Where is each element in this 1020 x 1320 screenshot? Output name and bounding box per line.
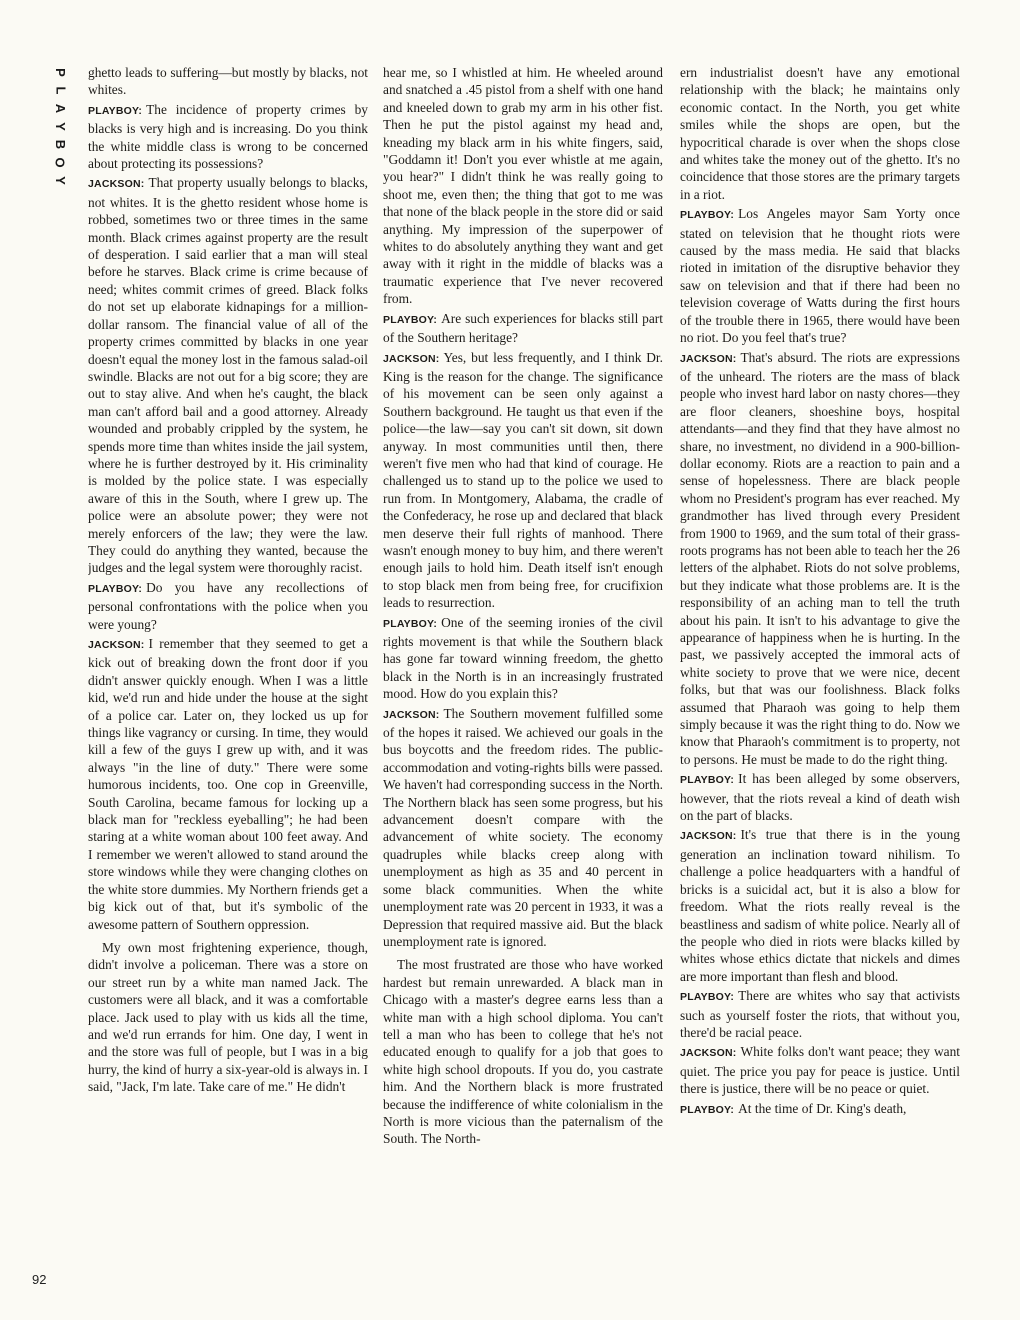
sidebar-letter: Y [52, 122, 68, 132]
paragraph-text: At the time of Dr. King's death, [738, 1100, 907, 1116]
interview-paragraph [680, 205, 960, 346]
speaker-label: PLAYBOY: [88, 582, 143, 595]
paragraph-text: Los Angeles mayor Sam Yorty once stated on television that he thought riots were caused by the mass media. He said that blacks rioted in imitation of the disruptive behavior they saw on television and that if there had been no television coverage of Watts during the first hours of the trouble there in 1965, there would have been no riot. Do you feel that's true? [680, 206, 960, 346]
page-number: 92 [32, 1272, 47, 1287]
speaker-label: JACKSON: [680, 830, 737, 843]
text-column-3 [680, 64, 960, 1314]
sidebar-letter: O [53, 157, 68, 169]
interview-paragraph [680, 770, 960, 824]
paragraph-text: The most frustrated are those who have worked hardest but remain unrewarded. A black man in Chicago with a master's degree earns less than a white man with a high school diploma. You can't tell a man who has been to college that he's not educated enough to qualify for a job that goes to white high school dropouts. If you do, you castrate him. And the Northern black is more frustrated because the indifference of white colonialism in the North is more vicious than the paternalism of the South. The North- [383, 957, 663, 1147]
sidebar-letter: P [52, 68, 68, 78]
paragraph-text: That property usually belongs to blacks, not whites. It is the ghetto resident whose home is robbed, sometimes two or three times in the same month. Black crimes against property are the result of desperation. I said earlier that a man will steal before he starves. Black crime is crime because of need; whites commit crimes of greed. Black folks do not set up elaborate kidnapings for a million-dollar ransom. The financial value of all of the property crimes committed by blacks in one year doesn't equal the money lost in the famous salad-oil swindle. Blacks are not out for a big score; they are out to stay alive. And when he's caught, the black man can't afford bail and a good attorney. Already wounded and probably crippled by the system, he spends more time than whites inside the jail system, where he is further destroyed by it. His criminality is molded by the police state. I was especially aware of this in the South, where I grew up. The police were an absolute power; they were not merely enforcers of the law; they were the law. They could do anything they wanted, because the judges and the legal system were thoroughly racist. [88, 175, 368, 576]
speaker-label: JACKSON: [680, 1047, 737, 1060]
sidebar-letter: A [52, 103, 68, 115]
paragraph-text: There are whites who say that activists such as yourself foster the riots, that without you, there'd be racial peace. [680, 988, 960, 1040]
paragraph-text: One of the seeming ironies of the civil rights movement is that while the Southern black has gone far toward winning freedom, the ghetto black in the North is in an increasingly frustrated mood. How do you explain this? [383, 614, 663, 702]
paragraph-text: My own most frightening experience, though, didn't involve a policeman. There was a store on our street run by a white man named Jack. The customers were all black, and it was a comfortable place. Jack used to play with us kids all the time, and we'd run errands for him. One day, I went in and the store was full of people, but I was in a big hurry, the kind of hurry a six-year-old is always in. I said, "Jack, I'm late. Take care of me." He didn't [88, 939, 368, 1095]
speaker-label: JACKSON: [383, 352, 440, 365]
interview-paragraph [383, 956, 663, 1147]
paragraph-text: Do you have any recollections of personal confrontations with the police when you were young? [88, 579, 368, 632]
speaker-label: JACKSON: [88, 639, 145, 651]
paragraph-text: White folks don't want peace; they want quiet. The price you pay for peace is justice. Until there is justice, there will be no peace or quiet. [680, 1044, 960, 1097]
sidebar-letter: Y [52, 176, 68, 186]
speaker-label: PLAYBOY: [680, 991, 735, 1004]
magazine-sidebar-logo [50, 64, 70, 190]
paragraph-text: I remember that they seemed to get a kick out of breaking down the front door if you didn't answer quickly enough. When I was a little kid, we'd run and hide under the house at the sight of a police car. Later on, they locked us up for things like vagrancy or cursing. In time, they would kill a few of the guys I grew up with, and it was always "in the line of duty." There were some humorous incidents, too. One cop in Greenville, South Carolina, became famous for locking up a black man for "reckless eyeballing"; he had been staring at a white woman about 100 feet away. And I remember we weren't allowed to stand around the store windows while they were changing clothes on the white store dummies. My Northern friends get a big kick out of that, but it's symbolic of the awesome pattern of Southern oppression. [88, 636, 368, 932]
paragraph-text: It has been alleged by some observers, however, that the riots reveal a kind of death wish on the part of blacks. [680, 771, 960, 824]
paragraph-text: The Southern movement fulfilled some of the hopes it raised. We achieved our goals in the bus boycotts and the freedom rides. The public-accommodation and voting-rights bills were passed. We haven't had corresponding success in the North. The Northern black has seen some progress, but his advancement doesn't compare with the advancement of white society. The economy quadruples while blacks creep along with unemployment as high as 35 and 40 percent in some black communities. When the white unemployment rate was 20 percent in 1933, it was a Depression that required massive aid. But the black unemployment rate is ignored. [383, 705, 663, 949]
speaker-label: JACKSON: [680, 352, 737, 365]
speaker-label: JACKSON: [383, 708, 440, 721]
interview-paragraph [680, 987, 960, 1041]
speaker-label: PLAYBOY: [680, 209, 735, 222]
speaker-label: PLAYBOY: [383, 313, 438, 326]
interview-paragraph [383, 310, 663, 347]
interview-paragraph [680, 1100, 960, 1119]
paragraph-text: ern industrialist doesn't have any emotional relationship with the black; he maintains only economic contact. In the North, you get white smiles while the shops are open, but the hypocritical charade is over when the shops close and whites take the money out of the ghetto. It's no coincidence that those stores are the primary targets in a riot. [680, 65, 960, 202]
interview-paragraph [680, 1043, 960, 1097]
interview-paragraph [383, 705, 663, 951]
paragraph-text: That's absurd. The riots are expressions of the unheard. The rioters are the mass of black people who invest hard labor on nasty chores—they are floor cleaners, shoeshine boys, hospital attendants—and they find that they have almost no share, no investment, no dividend in a 900-billion-dollar economy. Riots are a reaction to pain and a sense of hopelessness. There are black people whom no President's program has ever reached. My grandmother has lived through every President from 1900 to 1969, and the sum total of their grass-roots programs has not been able to teach her the 26 letters of the alphabet. Riots do not solve problems, but they indicate what those problems are. It is the responsibility of an aching man to tell the truth about his pain. It isn't to his advantage to give the appearance of happiness when he is hurting. In the past, we passively accepted the immoral acts of white society to prove that we were nice, decent folks, but that was our foolishness. Black folks assumed that Pharaoh was going to help them simply because it was the right thing to do. Now we know that Pharaoh's commitment is to property, not to persons. He must be made to do the right thing. [680, 349, 960, 767]
speaker-label: PLAYBOY: [680, 774, 735, 787]
interview-paragraph [88, 939, 368, 1096]
paragraph-text: The incidence of property crimes by blacks is very high and is increasing. Do you think the white middle class is wrong to be concerned about protecting its possessions? [88, 101, 368, 172]
speaker-label: PLAYBOY: [383, 617, 438, 630]
interview-paragraph [88, 101, 368, 173]
interview-paragraph [680, 826, 960, 985]
interview-paragraph [383, 64, 663, 308]
paragraph-text: It's true that there is in the young generation an inclination toward nihilism. To challenge a police headquarters with a handful of bricks is a suicidal act, but it is also a blow for freedom. What the riots really reveal is the beastliness and sadism of white police. Nearly all of the people who died in riots were blacks killed by whites whose ethics dictate that nickels and dimes are more important than flesh and blood. [680, 827, 960, 984]
interview-paragraph [383, 614, 663, 703]
interview-paragraph [88, 579, 368, 633]
paragraph-text: ghetto leads to suffering—but mostly by blacks, not whites. [88, 65, 368, 98]
sidebar-letter: B [52, 139, 68, 151]
speaker-label: PLAYBOY: [88, 104, 143, 117]
text-column-2 [383, 64, 663, 1314]
interview-paragraph [88, 64, 368, 99]
interview-paragraph [680, 349, 960, 769]
paragraph-text: hear me, so I whistled at him. He wheeled around and snatched a .45 pistol from a shelf with one hand and kneeled down to grab my arm in his other fist. Then he put the pistol against my head and, kneading my black arm in his white fingers, said, "Goddamn it! Don't you ever whistle at me again, you hear?" I didn't think he was really going to shoot me, even then; the thing that got to me was that none of the black people in the store did or said anything. My impression of the superpower of whites to do absolutely anything they want and get away with it right in the middle of blacks was a traumatic experience that I've never recovered from. [383, 65, 663, 307]
text-column-1 [88, 64, 368, 1314]
paragraph-text: Are such experiences for blacks still part of the Southern heritage? [383, 310, 663, 346]
speaker-label: JACKSON: [88, 178, 145, 191]
paragraph-text: Yes, but less frequently, and I think Dr. King is the reason for the change. The significance of his movement can be seen only against a Southern background. He taught us that even if the police—the law—say you can't sit down, sit down anyway. In most communities until then, there weren't five men who had that kind of courage. He challenged us to stand up to the police we used to run from. In Montgomery, Alabama, the cradle of the Confederacy, he rose up and declared that black men deserve their full rights of manhood. There wasn't enough money to buy him, and there weren't enough jails to hold him. Death itself isn't enough to stop black men from being free, for crucifixion leads to resurrection. [383, 349, 663, 611]
sidebar-letter: L [52, 86, 68, 96]
interview-paragraph [383, 349, 663, 612]
interview-paragraph [88, 635, 368, 933]
speaker-label: PLAYBOY: [680, 1103, 735, 1116]
interview-paragraph [88, 174, 368, 576]
interview-paragraph [680, 64, 960, 203]
